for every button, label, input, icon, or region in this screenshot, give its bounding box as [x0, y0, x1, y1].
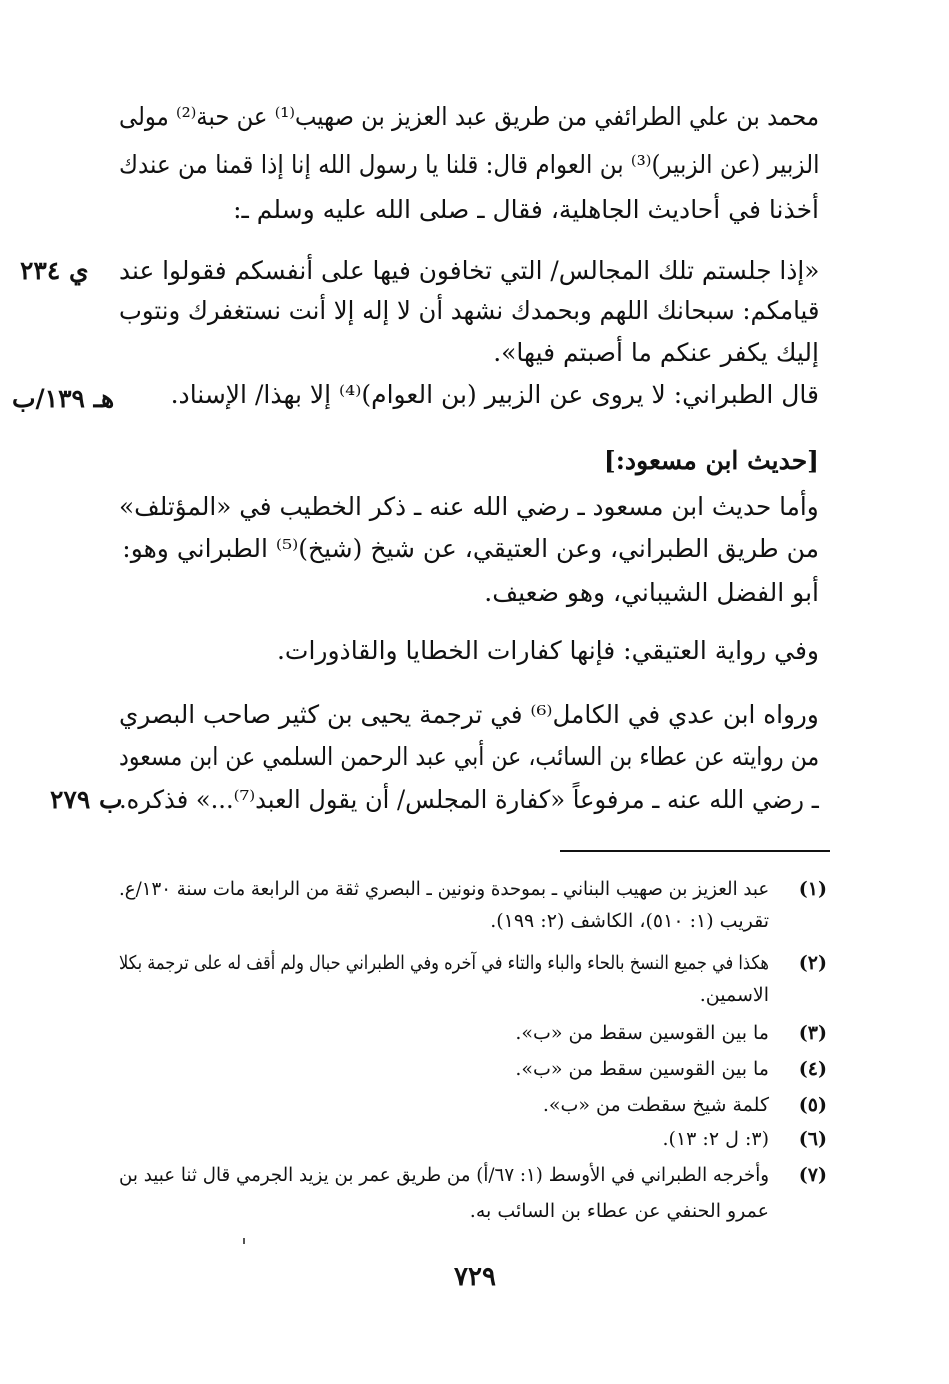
- page-number: ٧٢٩: [454, 1262, 496, 1292]
- footnote-text: ما بين القوسين سقط من «ب».: [515, 1058, 769, 1080]
- footnote-text: تقريب (١: ٥١٠)، الكاشف (٢: ١٩٩).: [490, 910, 769, 932]
- footnote-number: (١): [798, 878, 827, 900]
- footnote-text: (٣: ل ٢: ١٣).: [662, 1128, 769, 1150]
- body-line-14: من روايته عن عطاء بن السائب، عن أبي عبد الرحمن السلمي عن ابن مسعود: [118, 742, 819, 771]
- body-line-15: ـ رضي الله عنه ـ مرفوعاً «كفارة المجلس/ أن يقول العبد⁽⁷⁾...» فذكره.: [119, 785, 820, 814]
- footnote-number: (٤): [798, 1058, 827, 1080]
- footnote-number: (٧): [798, 1164, 827, 1186]
- footnote-text: عمرو الحنفي عن عطاء بن السائب به.: [469, 1200, 769, 1222]
- margin-note-3: ب ٢٧٩: [50, 785, 123, 814]
- body-line-13: ورواه ابن عدي في الكامل⁽⁶⁾ في ترجمة يحيى بن كثير صاحب البصري: [119, 700, 819, 729]
- footnote-text: عبد العزيز بن صهيب البناني ـ بموحدة ونونين ـ البصري ثقة من الرابعة مات سنة ١٣٠/ع.: [118, 878, 769, 900]
- footnote-text: ما بين القوسين سقط من «ب».: [515, 1022, 769, 1044]
- footnote-text: كلمة شيخ سقطت من «ب».: [542, 1094, 769, 1116]
- section-heading: [حديث ابن مسعود:]: [603, 446, 819, 475]
- body-line-5: قيامكم: سبحانك اللهم وبحمدك نشهد أن لا إله إلا أنت نستغفرك ونتوب: [118, 296, 819, 325]
- body-line-9: وأما حديث ابن مسعود ـ رضي الله عنه ـ ذكر الخطيب في «المؤتلف»: [119, 492, 819, 521]
- body-line-10: من طريق الطبراني، وعن العتيقي، عن شيخ (شيخ)⁽⁵⁾ الطبراني وهو:: [122, 534, 819, 563]
- body-line-12: وفي رواية العتيقي: فإنها كفارات الخطايا والقاذورات.: [276, 636, 819, 665]
- body-line-1: محمد بن علي الطرائفي من طريق عبد العزيز بن صهيب⁽¹⁾ عن حبة⁽²⁾ مولى: [119, 102, 819, 131]
- print-speck: [243, 1238, 245, 1244]
- margin-note-2: هـ ١٣٩/ب: [12, 384, 115, 413]
- footnote-number: (٥): [798, 1094, 827, 1116]
- body-line-4: «إذا جلستم تلك المجالس/ التي تخافون فيها على أنفسكم فقولوا عند: [118, 256, 819, 285]
- body-line-6: إليك يكفر عنكم ما أصبتم فيها».: [493, 338, 819, 367]
- footnote-text: وأخرجه الطبراني في الأوسط (١: ٦٧/أ) من طريق عمر بن يزيد الجرمي قال ثنا عبيد بن: [118, 1164, 769, 1186]
- footnote-number: (٢): [798, 952, 827, 974]
- body-line-7: قال الطبراني: لا يروى عن الزبير (بن العوام)⁽⁴⁾ إلا بهذا/ الإسناد.: [170, 380, 819, 409]
- body-line-2: الزبير (عن الزبير)⁽³⁾ بن العوام قال: قلنا يا رسول الله إنا إذا قمنا من عندك: [118, 150, 819, 179]
- body-line-11: أبو الفضل الشيباني، وهو ضعيف.: [484, 578, 819, 607]
- margin-note-1: ي ٢٣٤: [20, 256, 89, 285]
- body-line-3: أخذنا في أحاديث الجاهلية، فقال ـ صلى الله عليه وسلم ـ:: [233, 195, 819, 224]
- footnote-text: الاسمين.: [699, 984, 769, 1006]
- footnote-text: هكذا في جميع النسخ بالحاء والباء والتاء في آخره وفي الطبراني حبال ولم أقف له على ترجمة بكلا: [119, 952, 769, 974]
- footnote-number: (٣): [798, 1022, 827, 1044]
- footnote-rule: [560, 850, 830, 852]
- footnote-number: (٦): [798, 1128, 827, 1150]
